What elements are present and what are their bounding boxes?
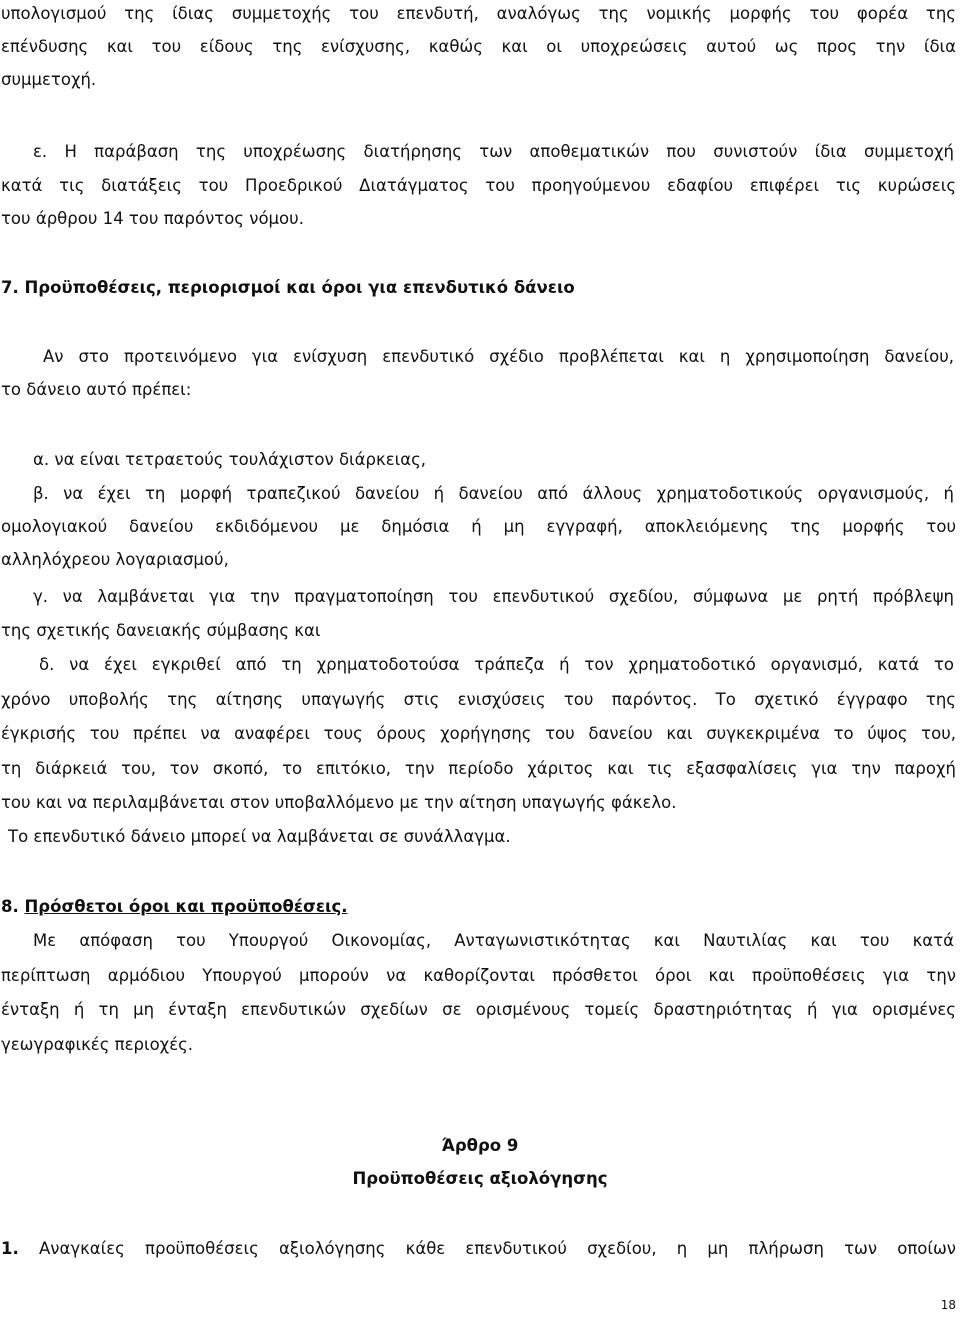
section-8-heading bbox=[1, 896, 348, 918]
item-1-text: Αναγκαίες προϋποθέσεις αξιολόγησης κάθε επενδυτικού σχεδίου, η μη πλήρωση των οποίων bbox=[38, 1239, 956, 1258]
item-b-line: αλληλόχρεου λογαριασμού, bbox=[1, 550, 229, 569]
section-8-title: Πρόσθετοι όροι και προϋποθέσεις. bbox=[24, 897, 348, 916]
section-7-closing: Το επενδυτικό δάνειο μπορεί να λαμβάνεται σε συνάλλαγμα. bbox=[8, 827, 511, 846]
section-8-line: περίπτωση αρμόδιου Υπουργού μπορούν να καθορίζονται πρόσθετοι όροι και προϋποθέσεις για την bbox=[1, 966, 956, 985]
page-number: 18 bbox=[940, 1298, 956, 1312]
section-8-line: γεωγραφικές περιοχές. bbox=[1, 1035, 194, 1054]
item-d-line: έγκρισής του πρέπει να αναφέρει τους όρους χορήγησης του δανείου και συγκεκριμένα το ύψος του, bbox=[1, 724, 956, 743]
paragraph-line: υπολογισμού της ίδιας συμμετοχής του επενδυτή, αναλόγως της νομικής μορφής του φορέα της bbox=[1, 4, 956, 23]
item-b-line: ομολογιακού δανείου εκδιδόμενου με δημόσια ή μη εγγραφή, αποκλειόμενης της μορφής του bbox=[1, 517, 956, 536]
article-number: Άρθρο 9 bbox=[441, 1136, 519, 1155]
item-a: α. να είναι τετραετούς τουλάχιστον διάρκειας, bbox=[33, 450, 427, 469]
item-d-line: χρόνο υποβολής της αίτησης υπαγωγής στις ενισχύσεις του παρόντος. Το σχετικό έγγραφο της bbox=[1, 690, 956, 709]
item-b-line: β. να έχει τη μορφή τραπεζικού δανείου ή δανείου από άλλους χρηματοδοτικούς οργανισμούς, ή bbox=[33, 484, 954, 503]
item-e-line: κατά τις διατάξεις του Προεδρικού Διατάγματος του προηγούμενου εδαφίου επιφέρει τις κυρώσεις bbox=[1, 176, 956, 195]
item-d-line: δ. να έχει εγκριθεί από τη χρηματοδοτούσα τράπεζα ή τον χρηματοδοτικό οργανισμό, κατά το bbox=[39, 655, 954, 674]
article-title: Προϋποθέσεις αξιολόγησης bbox=[352, 1169, 608, 1188]
paragraph-line: συμμετοχή. bbox=[1, 70, 97, 89]
item-e-line: του άρθρου 14 του παρόντος νόμου. bbox=[1, 209, 304, 228]
item-e-line: ε. Η παράβαση της υποχρέωσης διατήρησης των αποθεματικών που συνιστούν ίδια συμμετοχή bbox=[33, 142, 954, 161]
section-7-intro-line: το δάνειο αυτό πρέπει: bbox=[1, 380, 192, 399]
section-8-line: Με απόφαση του Υπουργού Οικονομίας, Ανταγωνιστικότητας και Ναυτιλίας και του κατά bbox=[33, 931, 954, 950]
item-1-number: 1. bbox=[1, 1239, 19, 1258]
item-c-line: της σχετικής δανειακής σύμβασης και bbox=[1, 621, 321, 640]
section-7-heading: 7. Προϋποθέσεις, περιορισμοί και όροι για επενδυτικό δάνειο bbox=[1, 278, 575, 297]
section-8-line: ένταξη ή τη μη ένταξη επενδυτικών σχεδίων σε ορισμένους τομείς δραστηριότητας ή για ορισμένες bbox=[1, 1000, 956, 1019]
item-d-line: του και να περιλαμβάνεται στον υποβαλλόμενο με την αίτηση υπαγωγής φάκελο. bbox=[1, 793, 677, 812]
paragraph-line: επένδυσης και του είδους της ενίσχυσης, καθώς και οι υποχρεώσεις αυτού ως προς την ίδια bbox=[1, 37, 956, 56]
item-d-line: τη διάρκειά του, τον σκοπό, το επιτόκιο, την περίοδο χάριτος και τις εξασφαλίσεις για την παροχή bbox=[1, 759, 956, 778]
item-c-line: γ. να λαμβάνεται για την πραγματοποίηση του επενδυτικού σχεδίου, σύμφωνα με ρητή πρόβλεψη bbox=[33, 587, 954, 606]
section-7-intro-line: Αν στο προτεινόμενο για ενίσχυση επενδυτικό σχέδιο προβλέπεται και η χρησιμοποίηση δανείου, bbox=[43, 347, 954, 366]
section-8-number: 8. bbox=[1, 897, 19, 916]
item-1-line bbox=[1, 1238, 956, 1260]
